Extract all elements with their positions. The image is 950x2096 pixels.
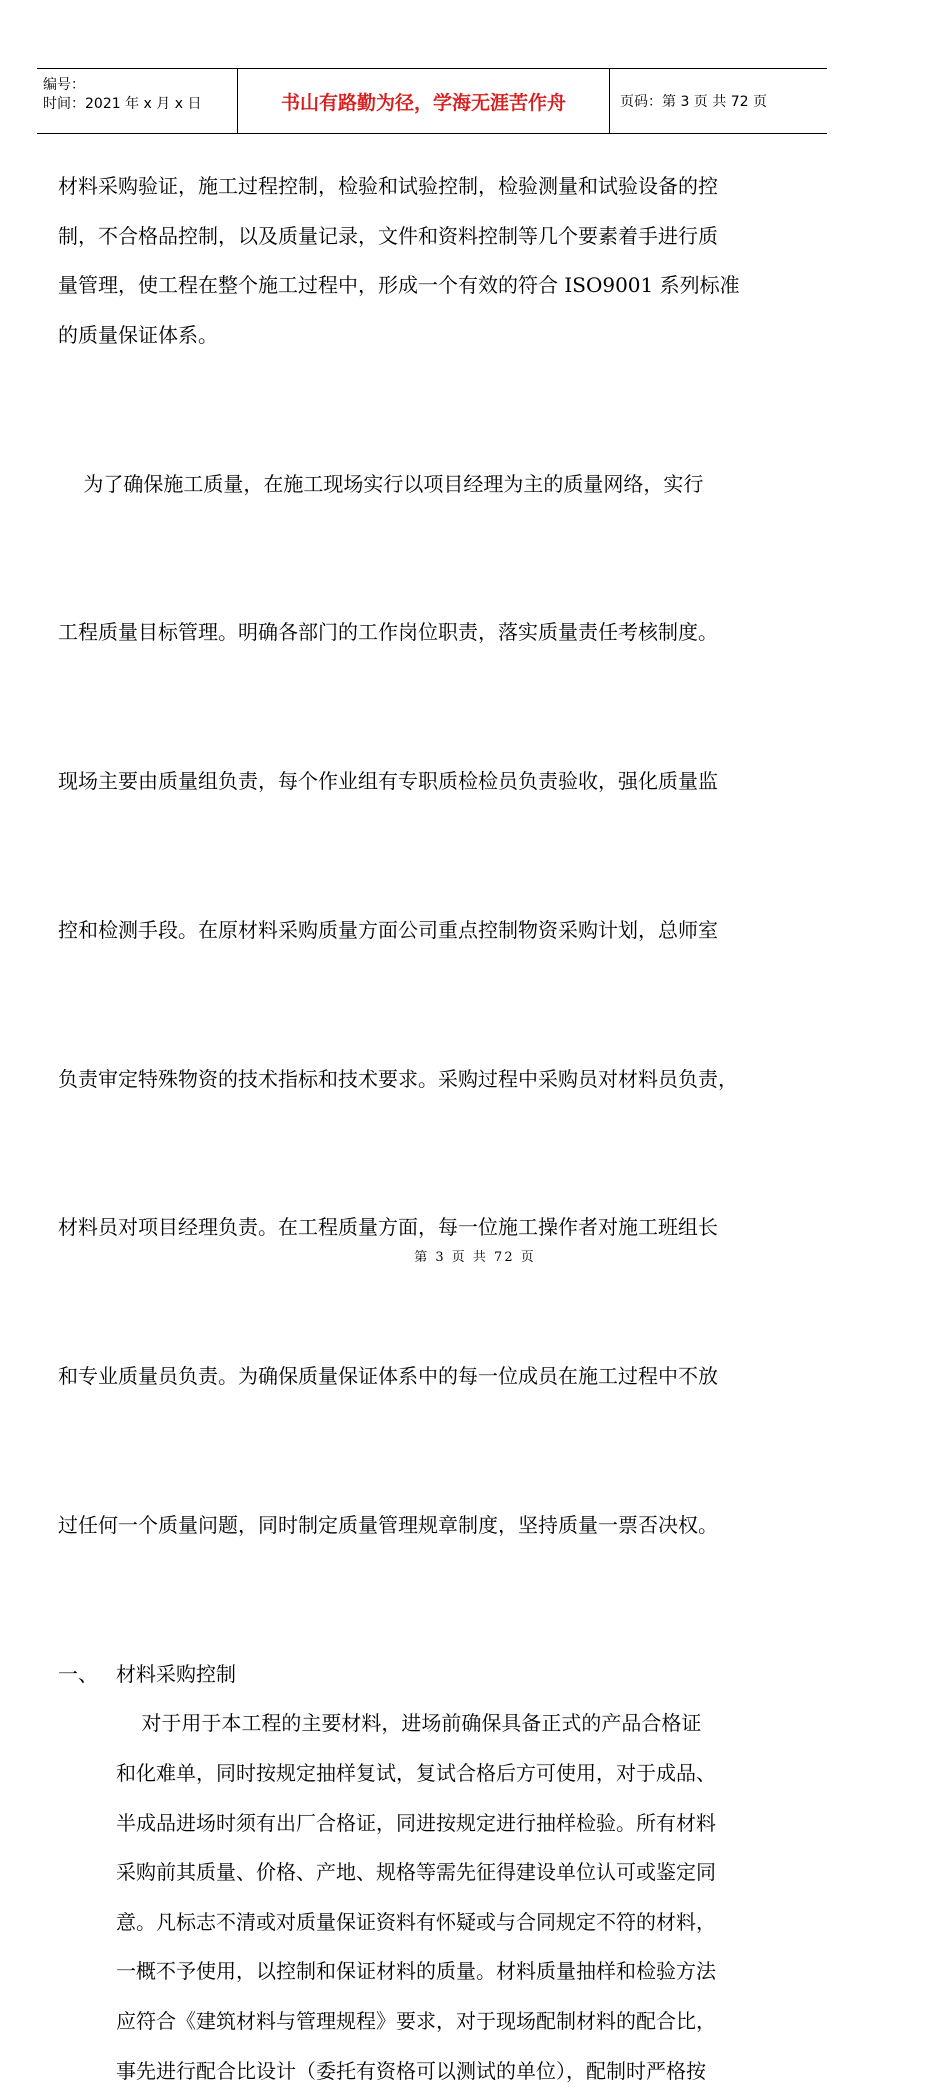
section-title: 材料采购控制 bbox=[116, 1661, 236, 1686]
page-footer: 第 3 页 共 72 页 bbox=[414, 1250, 536, 1265]
text-line: 负责审定特殊物资的技术指标和技术要求。采购过程中采购员对材料员负责， bbox=[58, 1066, 738, 1091]
header-page-info: 页码：第 3 页 共 72 页 bbox=[620, 94, 767, 110]
text-line: 事先进行配合比设计（委托有资格可以测试的单位），配制时严格按 bbox=[116, 2058, 706, 2083]
text-line: 对于用于本工程的主要材料，进场前确保具备正式的产品合格证 bbox=[116, 1711, 702, 1736]
text-line: 意。凡标志不清或对质量保证资料有怀疑或与合同规定不符的材料， bbox=[116, 1909, 716, 1934]
text-line: 制，不合格品控制，以及质量记录，文件和资料控制等几个要素着手进行质 bbox=[58, 223, 718, 248]
text-line: 为了确保施工质量，在施工现场实行以项目经理为主的质量网络，实行 bbox=[58, 471, 704, 496]
paragraph-1 bbox=[58, 162, 838, 360]
document-time-label: 时间：2021 年 x 月 x 日 bbox=[43, 96, 202, 112]
text-line: 材料采购验证，施工过程控制，检验和试验控制，检验测量和试验设备的控 bbox=[58, 174, 718, 198]
section-number: 一、 bbox=[58, 1661, 98, 1686]
text-line: 一概不予使用，以控制和保证材料的质量。材料质量抽样和检验方法 bbox=[116, 1959, 716, 1984]
text-line: 半成品进场时须有出厂合格证，同进按规定进行抽样检验。所有材料 bbox=[116, 1810, 716, 1835]
text-line: 工程质量目标管理。明确各部门的工作岗位职责，落实质量责任考核制度。 bbox=[58, 620, 718, 645]
paragraph-3 bbox=[58, 1699, 838, 2096]
document-body bbox=[58, 162, 838, 2096]
page-header bbox=[37, 68, 827, 134]
section-heading bbox=[58, 1650, 838, 1700]
text-line: 和专业质量员负责。为确保质量保证体系中的每一位成员在施工过程中不放 bbox=[58, 1364, 718, 1389]
text-line: 量管理，使工程在整个施工过程中，形成一个有效的符合 ISO9001 系列标准 bbox=[58, 273, 740, 298]
document-number-label: 编号： bbox=[43, 77, 85, 93]
text-line: 现场主要由质量组负责，每个作业组有专职质检检员负责验收，强化质量监 bbox=[58, 769, 718, 794]
text-line: 应符合《建筑材料与管理规程》要求，对于现场配制材料的配合比， bbox=[116, 2008, 716, 2033]
paragraph-2 bbox=[58, 360, 838, 1649]
text-line: 材料员对项目经理负责。在工程质量方面，每一位施工操作者对施工班组长 bbox=[58, 1215, 718, 1240]
text-line: 采购前其质量、价格、产地、规格等需先征得建设单位认可或鉴定同 bbox=[116, 1860, 716, 1885]
text-line: 和化难单，同时按规定抽样复试，复试合格后方可使用，对于成品、 bbox=[116, 1761, 716, 1785]
text-line: 控和检测手段。在原材料采购质量方面公司重点控制物资采购计划，总师室 bbox=[58, 917, 718, 942]
header-meta bbox=[37, 69, 237, 133]
text-line: 过任何一个质量问题，同时制定质量管理规章制度，坚持质量一票否决权。 bbox=[58, 1513, 718, 1538]
text-line: 的质量保证体系。 bbox=[58, 322, 218, 347]
header-motto: 书山有路勤为径，学海无涯苦作舟 bbox=[280, 91, 566, 114]
